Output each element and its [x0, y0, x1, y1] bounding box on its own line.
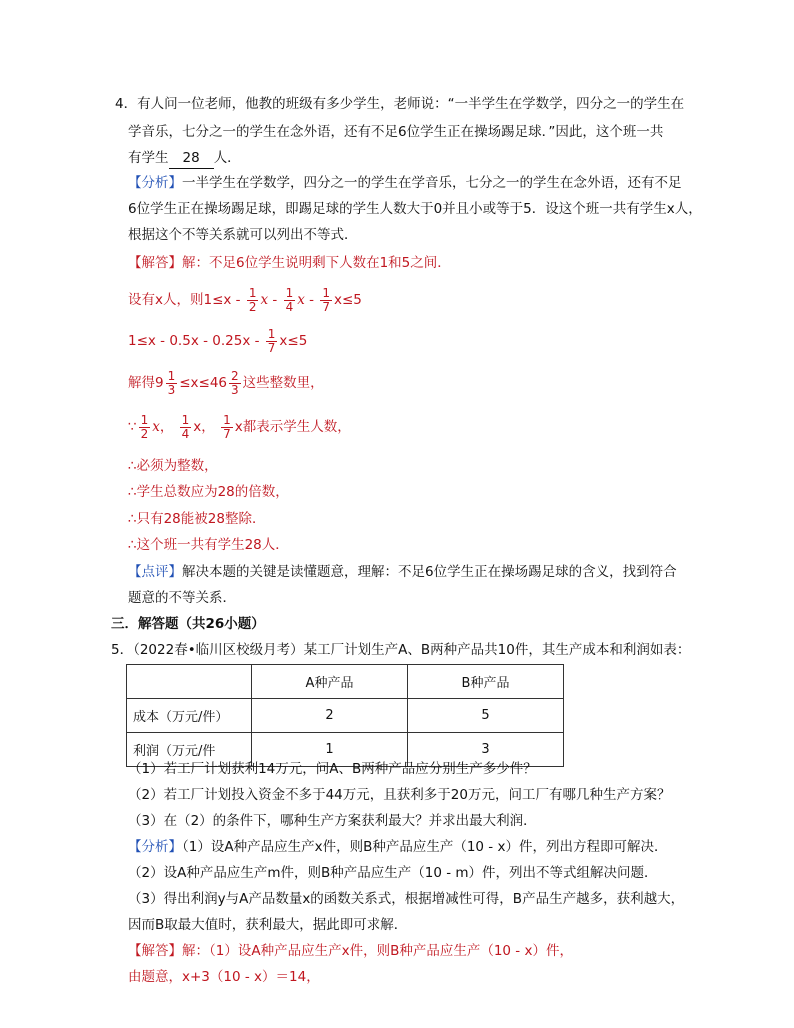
analysis-tag: 【分析】 [128, 839, 182, 855]
q4-solution-line9: ∴这个班一共有学生28人． [128, 537, 289, 553]
solution-text: 解：不足6位学生说明剩下人数在1和5之间． [182, 255, 451, 271]
range-pre: 解得9 [128, 375, 164, 391]
table-cell: 利润（万元/件 [127, 733, 252, 767]
solution-text: 解：（1）设A种产品应生产x件，则B种产品应生产（10 - x）件， [182, 943, 573, 959]
frac-quarter: $\frac{1}{4}$ [285, 285, 294, 314]
frac-quarter-2: $\frac{1}{4}$ [181, 412, 190, 441]
table-cell: 成本（万元/件） [127, 699, 252, 733]
q4-line1: 4．有人问一位老师，他教的班级有多少学生，老师说：“一半学生在学数学，四分之一的学生在 [115, 96, 685, 112]
q4-solution-line1 [128, 253, 451, 273]
frac-half: $\frac{1}{2}$ [248, 285, 257, 314]
q4-line2: 学音乐，七分之一的学生在念外语，还有不足6位学生正在操场踢足球．”因此，这个班一共 [128, 124, 664, 140]
table-header-row [127, 665, 564, 699]
q4-solution-line6: ∴必须为整数， [128, 458, 218, 474]
ineq1-post: x≤5 [333, 292, 362, 308]
q5-analysis-line3: （3）得出利润y与A产品数量x的函数关系式，根据增减性可得，B产品生产越多，获利越大， [128, 891, 685, 907]
solution-tag: 【解答】 [128, 943, 182, 959]
frac-seventh-3: $\frac{1}{7}$ [223, 412, 231, 441]
table-cell: 3 [408, 733, 564, 767]
q5-solution-line2: 由题意，x+3（10 - x）＝14， [128, 969, 320, 985]
ineq2-post: x≤5 [279, 333, 308, 349]
frac-seventh-2: $\frac{1}{7}$ [267, 326, 276, 355]
table-header-cell [127, 665, 252, 699]
q5-analysis-line2: （2）设A种产品应生产m件，则B种产品应生产（10 - m）件，列出不等式组解决问题． [128, 865, 658, 881]
q4-solution-line8: ∴只有28能被28整除． [128, 511, 266, 527]
q4-comment-line1 [128, 562, 677, 582]
comment-tag: 【点评】 [128, 564, 182, 580]
analysis-text: 一半学生在学数学，四分之一的学生在学音乐，七分之一的学生在念外语，还有不足 [182, 175, 682, 191]
frac-two-thirds: $\frac{2}{3}$ [231, 368, 239, 397]
ineq1-pre: 设有x人，则1≤x - [128, 292, 241, 308]
q4-solution-range [128, 368, 324, 398]
q4-solution-because: ∵ $\frac{1}{2}$ x， $\frac{1}{4}$ x， $\frac{1}{7}$ x都表示学生人数， [128, 412, 351, 441]
q4-solution-ineq1: 设有x人，则1≤x - $\frac{1}{2}$ x - $\frac{1}{4}$ x - $\frac{1}{7}$ x≤5 [128, 285, 362, 314]
frac-half-2: $\frac{1}{2}$ [140, 412, 149, 441]
ineq2-pre: 1≤x - 0.5x - 0.25x - [128, 333, 260, 349]
q5-intro: 5．（2022春•临川区校级月考）某工厂计划生产A、B两种产品共10件，其生产成本和利润如表： [111, 642, 691, 658]
q4-analysis-line2: 6位学生正在操场踢足球，即踢足球的学生人数大于0并且小或等于5．设这个班一共有学生x人， [128, 201, 702, 217]
table-row [127, 699, 564, 733]
frac-seventh: $\frac{1}{7}$ [322, 285, 330, 314]
q4-line3 [128, 148, 241, 169]
frac-one-third: $\frac{1}{3}$ [167, 368, 176, 397]
range-mid: ≤x≤46 [179, 375, 228, 391]
q5-solution-line1 [128, 941, 573, 961]
section-heading: 三．解答题（共26小题） [111, 616, 265, 632]
table-header-cell: A种产品 [252, 665, 408, 699]
analysis-text: （1）设A种产品应生产x件，则B种产品应生产（10 - x）件，列出方程即可解决． [182, 839, 668, 855]
q5-part3: （3）在（2）的条件下，哪种生产方案获利最大？并求出最大利润． [128, 813, 537, 829]
table-cell: 5 [408, 699, 564, 733]
q4-answer-blank: 28 [169, 148, 214, 169]
q5-part1: （1）若工厂计划获利14万元，问A、B两种产品应分别生产多少件？ [128, 761, 537, 777]
q5-analysis-line1 [128, 837, 667, 857]
q4-solution-ineq2 [128, 326, 307, 356]
solution-tag: 【解答】 [128, 255, 182, 271]
q4-analysis-line3: 根据这个不等关系就可以列出不等式． [128, 227, 358, 243]
comment-text: 解决本题的关键是读懂题意，理解：不足6位学生正在操场踢足球的含义，找到符合 [182, 564, 677, 580]
range-post: 这些整数里， [242, 375, 324, 391]
because-post: x都表示学生人数， [234, 419, 351, 435]
q4-line3-post: 人． [213, 150, 241, 166]
table-cell: 1 [252, 733, 408, 767]
because-symbol: ∵ [128, 419, 137, 435]
q4-analysis-line1 [128, 173, 682, 193]
q5-analysis-line4: 因而B取最大值时，获利最大，据此即可求解． [128, 917, 408, 933]
cost-profit-table [126, 664, 564, 767]
q4-solution-line7: ∴学生总数应为28的倍数， [128, 484, 289, 500]
table-header-cell: B种产品 [408, 665, 564, 699]
table-cell: 2 [252, 699, 408, 733]
q4-line3-pre: 有学生 [128, 150, 169, 166]
q4-comment-line2: 题意的不等关系． [128, 590, 236, 606]
analysis-tag: 【分析】 [128, 175, 182, 191]
q5-part2: （2）若工厂计划投入资金不多于44万元，且获利多于20万元，问工厂有哪几种生产方案？ [128, 787, 671, 803]
